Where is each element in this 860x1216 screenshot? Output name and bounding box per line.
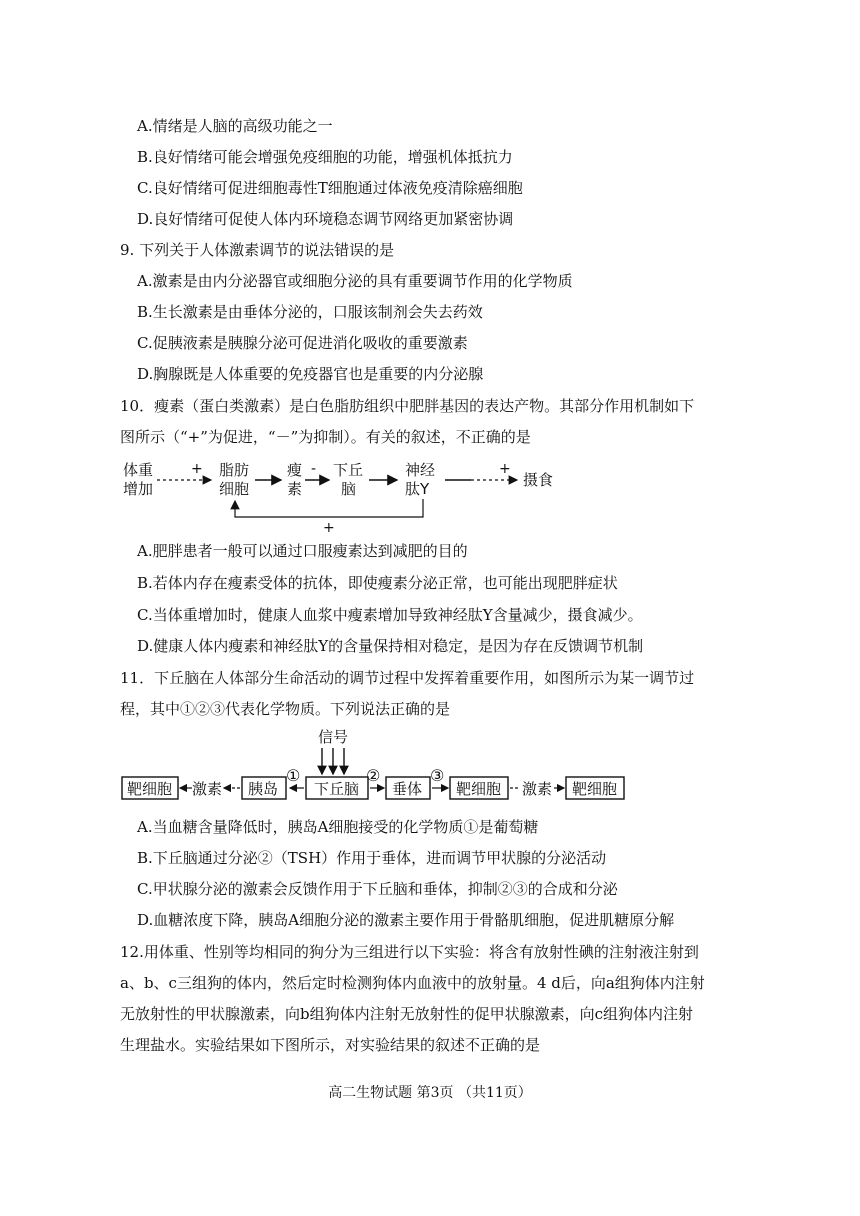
q9-stem: 9. 下列关于人体激素调节的说法错误的是: [120, 241, 395, 259]
q10-option-d: D.健康人体内瘦素和神经肽Y的含量保持相对稳定，是因为存在反馈调节机制: [137, 637, 644, 655]
hypothalamus-label: 下丘脑: [314, 780, 360, 798]
hypothalamus-label-2: 脑: [341, 480, 357, 498]
q11-stem-line1: 11．下丘脑在人体部分生命活动的调节过程中发挥着重要作用，如图所示为某一调节过: [120, 669, 695, 687]
q11-stem-line2: 程，其中①②③代表化学物质。下列说法正确的是: [120, 700, 451, 718]
q8-option-a: A.情绪是人脑的高级功能之一: [137, 117, 333, 135]
q12-line3: 无放射性的甲状腺激素，向b组狗体内注射无放射性的促甲状腺激素，向c组狗体内注射: [120, 1005, 694, 1023]
npy-label-2: 肽Y: [405, 480, 430, 498]
q8-option-b: B.良好情绪可能会增强免疫细胞的功能，增强机体抵抗力: [137, 148, 513, 166]
hormone-label-left: 激素: [192, 780, 223, 798]
q12-line1: 12.用体重、性别等均相同的狗分为三组进行以下实验：将含有放射性碘的注射液注射到: [120, 943, 699, 961]
plus-sign-3: +: [323, 520, 335, 535]
leptin-label-2: 素: [287, 480, 303, 498]
chemical-1-label: ①: [286, 766, 301, 785]
fat-cell-label-2: 细胞: [219, 480, 250, 498]
plus-sign-2: +: [499, 461, 511, 477]
q11-option-a: A.当血糖含量降低时，胰岛A细胞接受的化学物质①是葡萄糖: [137, 818, 539, 836]
fat-cell-label-1: 脂肪: [219, 461, 250, 479]
q11-option-d: D.血糖浓度下降，胰岛A细胞分泌的激素主要作用于骨骼肌细胞，促进肌糖原分解: [137, 911, 675, 929]
chemical-3-label: ③: [430, 766, 445, 785]
target-cell-label-right: 靶细胞: [572, 780, 618, 798]
islet-label: 胰岛: [248, 780, 279, 798]
feedback-arrow: [235, 499, 423, 517]
target-cell-label-middle: 靶细胞: [456, 780, 502, 798]
feeding-label: 摄食: [523, 471, 554, 489]
minus-sign: -: [311, 461, 317, 477]
q11-option-b: B.下丘脑通过分泌②（TSH）作用于垂体，进而调节甲状腺的分泌活动: [137, 849, 607, 867]
hypothalamus-label-1: 下丘: [333, 461, 364, 479]
target-cell-label-left: 靶细胞: [127, 780, 173, 798]
chemical-2-label: ②: [366, 766, 381, 785]
q12-line4: 生理盐水。实验结果如下图所示，对实验结果的叙述不正确的是: [120, 1036, 541, 1054]
plus-sign-1: +: [191, 461, 203, 477]
q10-stem-line2: 图所示（“+”为促进，“－”为抑制）。有关的叙述，不正确的是: [120, 428, 531, 446]
npy-label-1: 神经: [405, 461, 436, 479]
weight-gain-label-2: 增加: [123, 480, 154, 498]
q8-option-c: C.良好情绪可促进细胞毒性T细胞通过体液免疫清除癌细胞: [137, 179, 523, 197]
q11-hypothalamus-diagram: [118, 724, 628, 806]
hormone-label-right: 激素: [522, 780, 553, 798]
q10-option-c: C.当体重增加时，健康人血浆中瘦素增加导致神经肽Y含量减少，摄食减少。: [137, 606, 643, 624]
q9-option-a: A.激素是由内分泌器官或细胞分泌的具有重要调节作用的化学物质: [137, 272, 573, 290]
page-footer: 高二生物试题 第3页 （共11页）: [328, 1085, 532, 1101]
pituitary-label: 垂体: [392, 780, 423, 798]
q10-leptin-diagram: [115, 455, 575, 535]
q9-option-d: D.胸腺既是人体重要的免疫器官也是重要的内分泌腺: [137, 365, 484, 383]
q8-option-d: D.良好情绪可促使人体内环境稳态调节网络更加紧密协调: [137, 210, 514, 228]
q10-option-a: A.肥胖患者一般可以通过口服瘦素达到减肥的目的: [137, 542, 468, 560]
signal-label: 信号: [318, 728, 349, 746]
q9-option-c: C.促胰液素是胰腺分泌可促进消化吸收的重要激素: [137, 334, 468, 352]
q12-line2: a、b、c三组狗的体内，然后定时检测狗体内血液中的放射量。4 d后，向a组狗体内注射: [120, 974, 705, 992]
weight-gain-label-1: 体重: [123, 461, 154, 479]
q11-option-c: C.甲状腺分泌的激素会反馈作用于下丘脑和垂体，抑制②③的合成和分泌: [137, 880, 618, 898]
q9-option-b: B.生长激素是由垂体分泌的，口服该制剂会失去药效: [137, 303, 483, 321]
leptin-label-1: 瘦: [287, 461, 303, 479]
q10-option-b: B.若体内存在瘦素受体的抗体，即使瘦素分泌正常，也可能出现肥胖症状: [137, 574, 618, 592]
q10-stem-line1: 10．瘦素（蛋白类激素）是白色脂肪组织中肥胖基因的表达产物。其部分作用机制如下: [120, 397, 695, 415]
